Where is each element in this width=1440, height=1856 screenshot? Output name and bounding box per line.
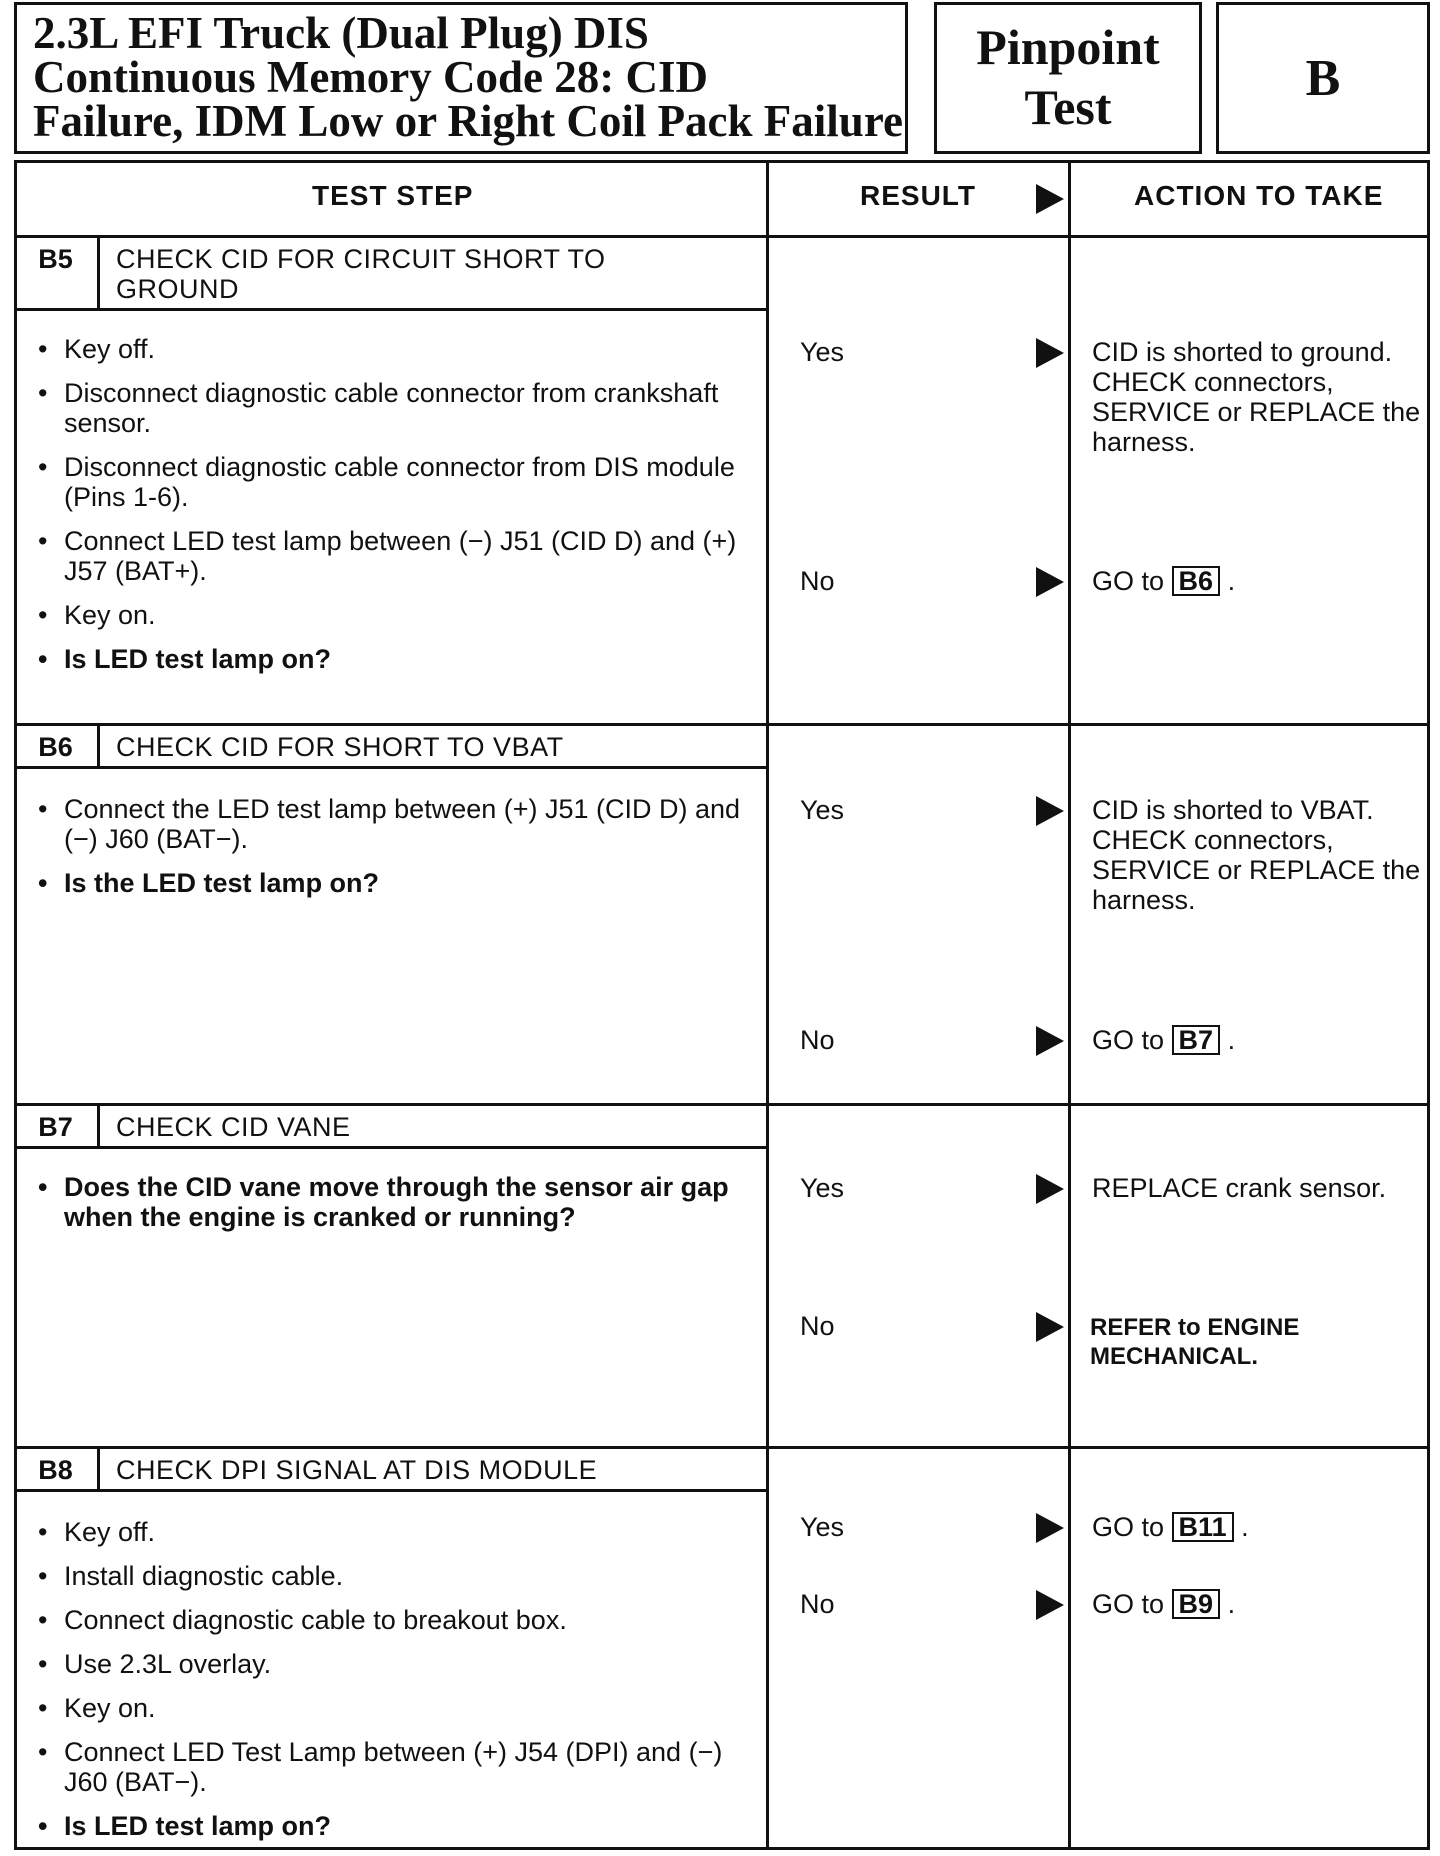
step-b5 bbox=[14, 238, 766, 723]
step-instructions bbox=[34, 794, 749, 912]
goto-text: GO to bbox=[1092, 1589, 1165, 1619]
step-question: • Does the CID vane move through the sensor air gap when the engine is cranked or running? bbox=[34, 1172, 749, 1232]
goto-text: GO to bbox=[1092, 1025, 1165, 1055]
step-reference: B6 bbox=[1172, 566, 1221, 596]
result-no: No bbox=[800, 1311, 835, 1341]
list-item: • Connect diagnostic cable to breakout box. bbox=[34, 1605, 749, 1635]
test-letter: B bbox=[1216, 2, 1430, 154]
step-id: B7 bbox=[14, 1106, 100, 1146]
result-no: No bbox=[800, 1025, 835, 1055]
step-instructions bbox=[34, 334, 749, 688]
step-question: • Is LED test lamp on? bbox=[34, 644, 749, 674]
action-text: CID is shorted to VBAT. CHECK connectors, SERVICE or REPLACE the harness. bbox=[1092, 795, 1421, 915]
list-item: • Key on. bbox=[34, 600, 749, 630]
arrow-icon bbox=[1036, 338, 1064, 368]
list-item: • Disconnect diagnostic cable connector from crankshaft sensor. bbox=[34, 378, 749, 438]
step-header bbox=[14, 1449, 766, 1492]
result-yes: Yes bbox=[800, 1512, 845, 1542]
list-item: • Connect LED Test Lamp between (+) J54 (DPI) and (−) J60 (BAT−). bbox=[34, 1737, 749, 1797]
goto-text: GO to bbox=[1092, 1512, 1165, 1542]
step-title bbox=[116, 732, 564, 762]
step-title bbox=[116, 1112, 351, 1142]
title-line-1: 2.3L EFI Truck (Dual Plug) DIS bbox=[33, 8, 649, 58]
step-reference: B11 bbox=[1172, 1512, 1234, 1542]
goto-period: . bbox=[1241, 1512, 1249, 1542]
arrow-icon bbox=[1036, 567, 1064, 597]
arrow-icon bbox=[1036, 1513, 1064, 1543]
document-title bbox=[14, 2, 908, 154]
list-item: • Connect the LED test lamp between (+) J51 (CID D) and (−) J60 (BAT−). bbox=[34, 794, 749, 854]
step-title-line: GROUND bbox=[116, 274, 239, 304]
step-title bbox=[116, 1455, 597, 1485]
column-header-test-step: TEST STEP bbox=[312, 180, 474, 211]
step-instructions bbox=[34, 1517, 749, 1855]
goto-period: . bbox=[1227, 1025, 1236, 1055]
arrow-icon bbox=[1036, 1026, 1064, 1056]
list-item: • Key off. bbox=[34, 1517, 749, 1547]
list-item: • Key off. bbox=[34, 334, 749, 364]
step-b7 bbox=[14, 1106, 766, 1446]
action-goto bbox=[1092, 1589, 1422, 1619]
step-id: B5 bbox=[14, 238, 100, 308]
arrow-icon bbox=[1036, 1312, 1064, 1342]
pinpoint-line-1: Pinpoint bbox=[976, 19, 1160, 75]
step-b8 bbox=[14, 1449, 766, 1847]
action-goto bbox=[1092, 1512, 1422, 1542]
step-reference: B9 bbox=[1172, 1589, 1221, 1619]
list-item: • Disconnect diagnostic cable connector from DIS module (Pins 1-6). bbox=[34, 452, 749, 512]
goto-period: . bbox=[1227, 566, 1236, 596]
list-item: • Key on. bbox=[34, 1693, 749, 1723]
column-divider-left bbox=[766, 160, 769, 1850]
column-divider-right bbox=[1068, 160, 1071, 1850]
arrow-icon bbox=[1036, 1590, 1064, 1620]
title-line-2: Continuous Memory Code 28: CID bbox=[33, 52, 708, 102]
step-title-line: CHECK CID FOR SHORT TO VBAT bbox=[116, 732, 564, 762]
column-header-result: RESULT bbox=[860, 180, 976, 211]
list-item: • Use 2.3L overlay. bbox=[34, 1649, 749, 1679]
list-item: • Install diagnostic cable. bbox=[34, 1561, 749, 1591]
step-title-line: CHECK CID VANE bbox=[116, 1112, 351, 1142]
goto-period: . bbox=[1227, 1589, 1236, 1619]
result-no: No bbox=[800, 1589, 835, 1619]
title-line-3: Failure, IDM Low or Right Coil Pack Failure bbox=[33, 96, 903, 146]
action-text: REPLACE crank sensor. bbox=[1092, 1173, 1387, 1203]
pinpoint-test-label bbox=[934, 2, 1202, 154]
step-question: • Is the LED test lamp on? bbox=[34, 868, 749, 898]
step-instructions bbox=[34, 1172, 749, 1246]
arrow-icon bbox=[1036, 796, 1064, 826]
action-goto bbox=[1092, 1025, 1422, 1055]
result-yes: Yes bbox=[800, 1173, 845, 1203]
step-id: B6 bbox=[14, 726, 100, 766]
result-yes: Yes bbox=[800, 795, 845, 825]
step-b6 bbox=[14, 726, 766, 1103]
action-goto bbox=[1092, 566, 1422, 596]
pinpoint-line-2: Test bbox=[1024, 79, 1112, 135]
action-text: CID is shorted to ground. CHECK connectors, SERVICE or REPLACE the harness. bbox=[1092, 337, 1421, 457]
step-title-line: CHECK CID FOR CIRCUIT SHORT TO bbox=[116, 244, 606, 274]
step-header bbox=[14, 238, 766, 311]
result-yes: Yes bbox=[800, 337, 845, 367]
step-title-line: CHECK DPI SIGNAL AT DIS MODULE bbox=[116, 1455, 598, 1485]
step-header bbox=[14, 726, 766, 769]
result-arrow-icon bbox=[1036, 184, 1064, 214]
result-no: No bbox=[800, 566, 835, 596]
step-title bbox=[116, 244, 606, 304]
step-header bbox=[14, 1106, 766, 1149]
step-question: • Is LED test lamp on? bbox=[34, 1811, 749, 1841]
goto-text: GO to bbox=[1092, 566, 1165, 596]
column-header-action: ACTION TO TAKE bbox=[1134, 180, 1384, 211]
step-reference: B7 bbox=[1172, 1025, 1221, 1055]
list-item: • Connect LED test lamp between (−) J51 (CID D) and (+) J57 (BAT+). bbox=[34, 526, 749, 586]
arrow-icon bbox=[1036, 1174, 1064, 1204]
step-id: B8 bbox=[14, 1449, 100, 1489]
action-text: REFER to ENGINE MECHANICAL. bbox=[1090, 1314, 1300, 1370]
